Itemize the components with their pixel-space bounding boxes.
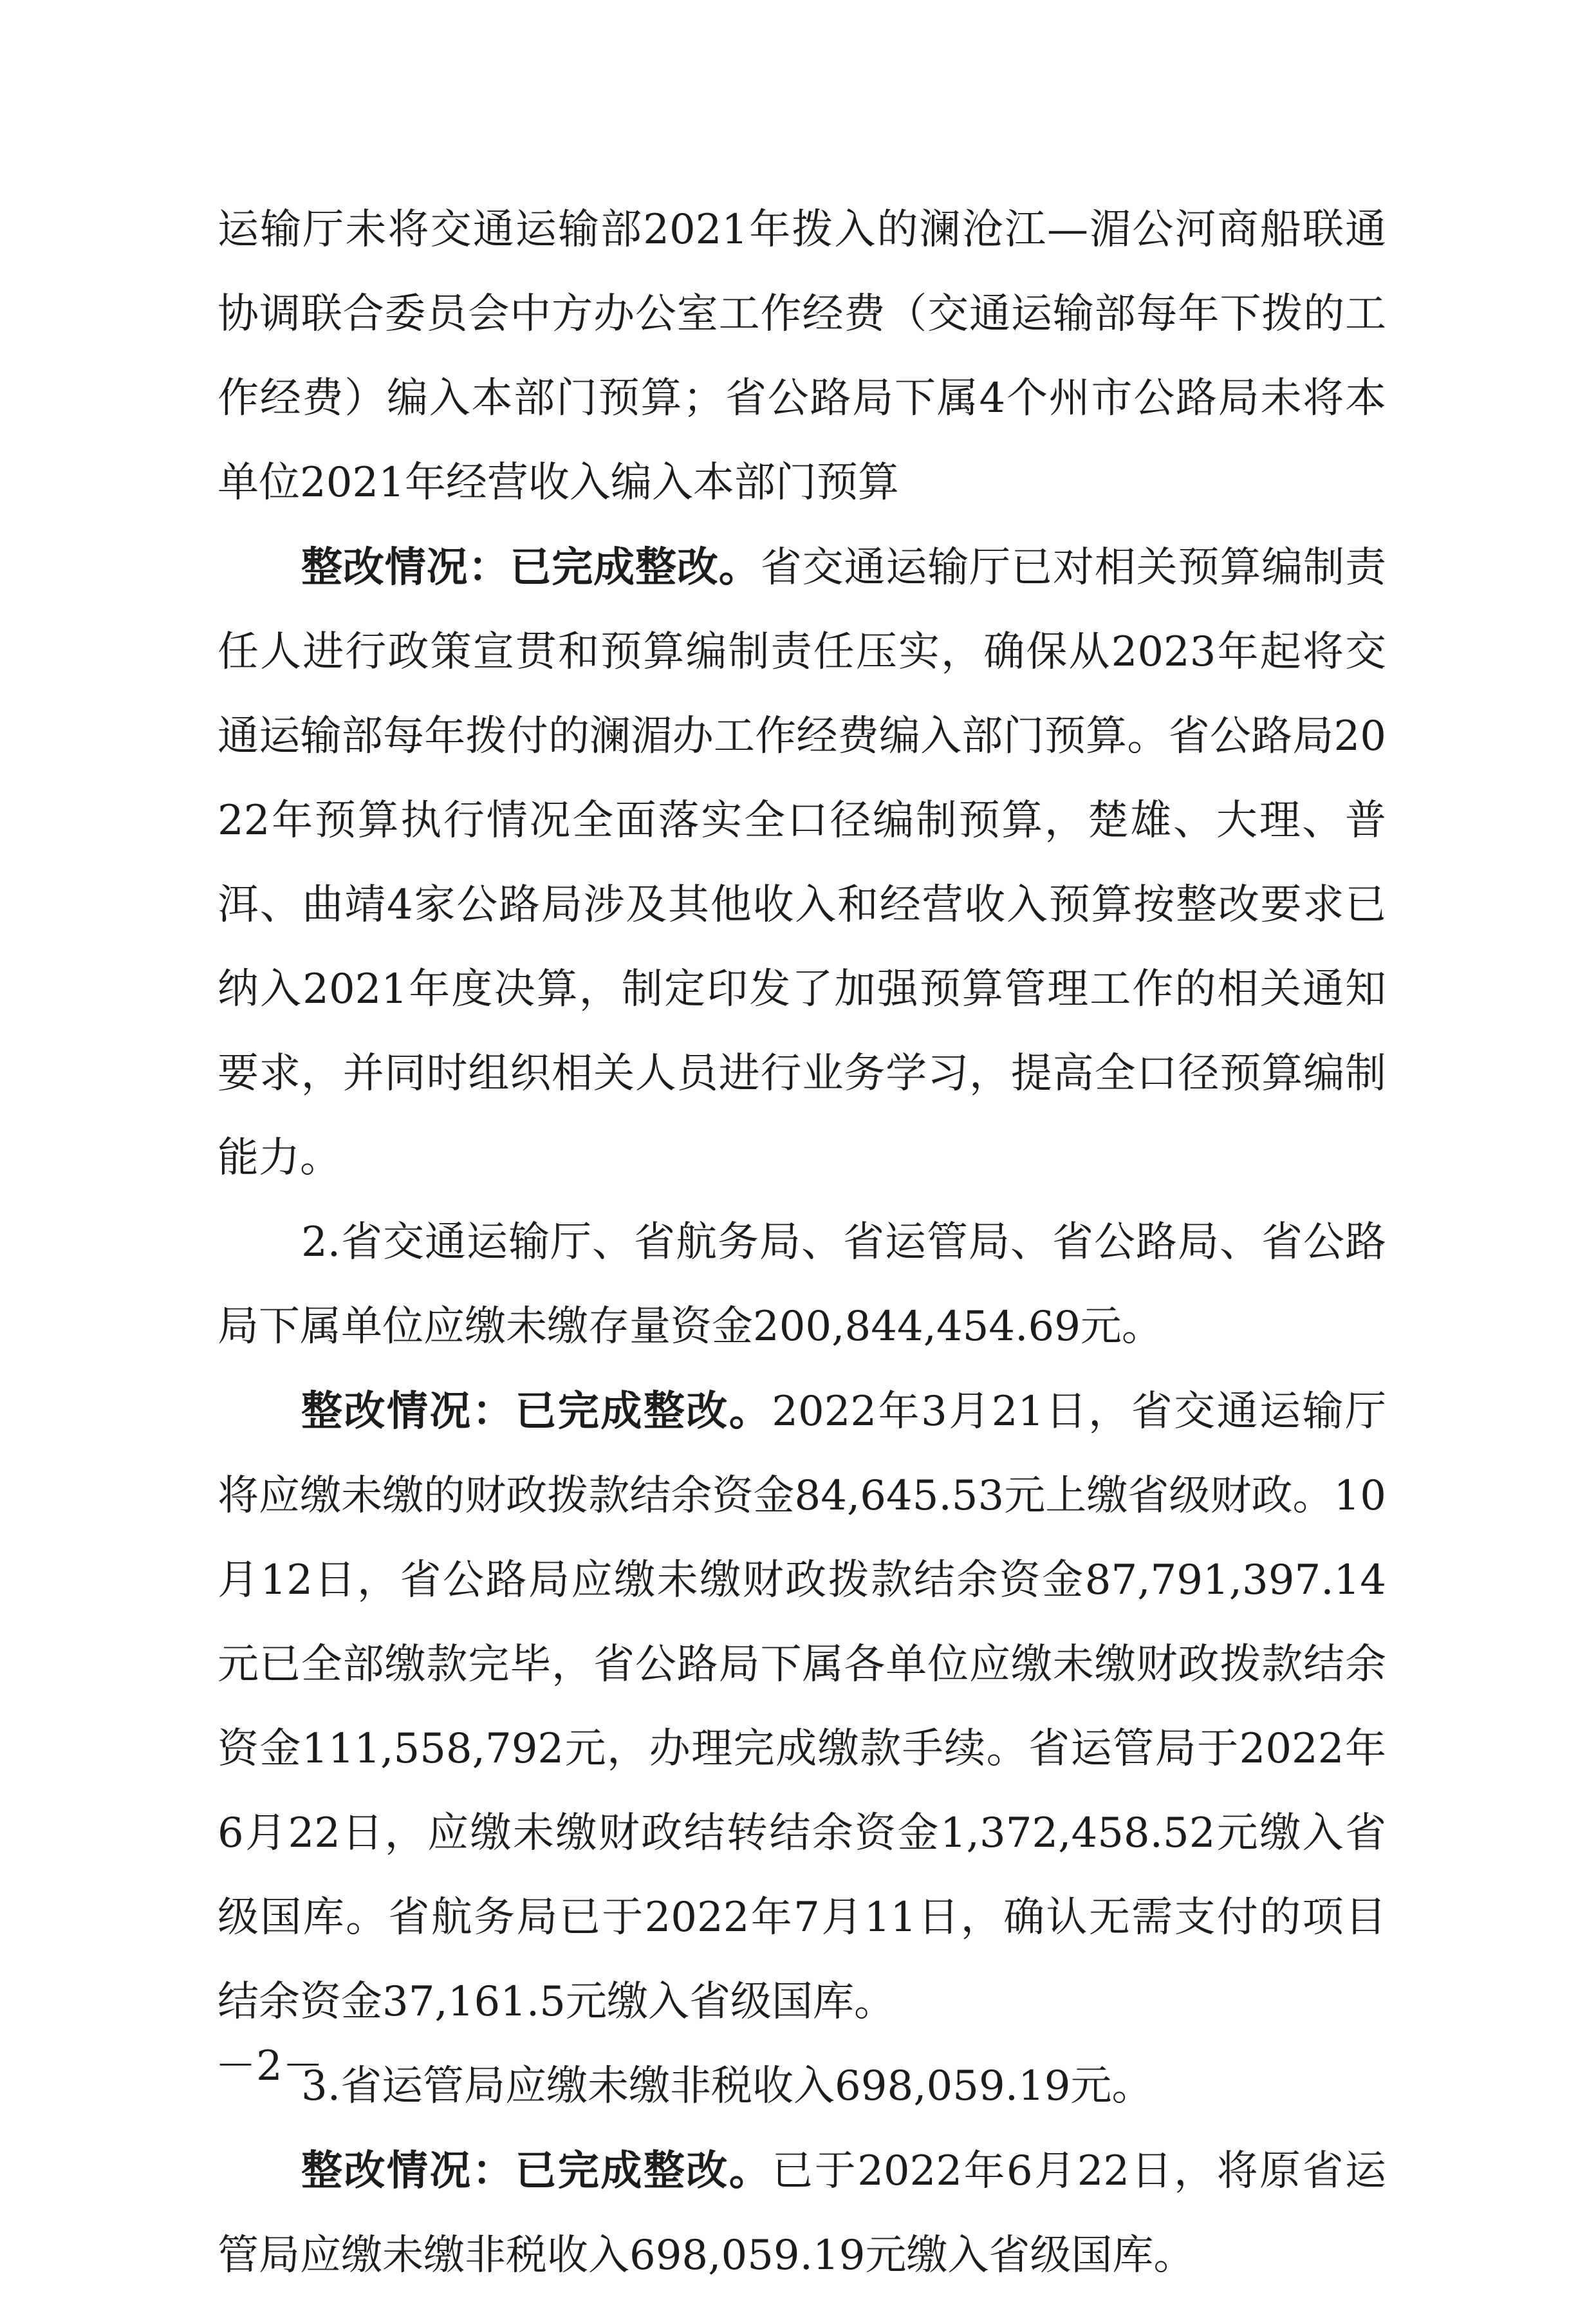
paragraph-item-2 [218, 1200, 1386, 1369]
paragraph-text: 3.省运管局应缴未缴非税收入698,059.19元。 [301, 2062, 1153, 2110]
paragraph-text: 省交通运输厅已对相关预算编制责任人进行政策宣贯和预算编制责任压实，确保从2023年起将交通运输部每年拨付的澜湄办工作经费编入部门预算。省公路局2022年预算执行情况全面落实全口径编制预算，楚雄、大理、普洱、曲靖4家公路局涉及其他收入和经营收入预算按整改要求已纳入2021年度决算，制定印发了加强预算管理工作的相关通知要求，并同时组织相关人员进行业务学习，提高全口径预算编制能力。 [218, 544, 1387, 1182]
document-body [218, 188, 1386, 2298]
paragraph-text: 运输厅未将交通运输部2021年拨入的澜沧江—湄公河商船联通协调联合委员会中方办公室工作经费（交通运输部每年下拨的工作经费）编入本部门预算；省公路局下属4个州市公路局未将本单位2021年经营收入编入本部门预算 [218, 206, 1386, 507]
rectification-status-label: 整改情况：已完成整改。 [301, 2147, 772, 2195]
paragraph-item-3 [218, 2044, 1386, 2129]
rectification-status-label: 整改情况：已完成整改。 [301, 543, 761, 592]
paragraph-rectification-1 [218, 525, 1386, 1200]
rectification-status-label: 整改情况：已完成整改。 [301, 1387, 772, 1435]
paragraph-text: 2022年3月21日，省交通运输厅将应缴未缴的财政拨款结余资金84,645.53元上缴省级财政。10月12日，省公路局应缴未缴财政拨款结余资金87,791,397.14元已全部缴款完毕，省公路局下属各单位应缴未缴财政拨款结余资金111,558,792元，办理完成缴款手续。省运管局于2022年6月22日，应缴未缴财政结转结余资金1,372,458.52元缴入省级国库。省航务局已于2022年7月11日，确认无需支付的项目结余资金37,161.5元缴入省级国库。 [218, 1388, 1387, 2026]
paragraph-continuation [218, 188, 1386, 525]
paragraph-text: 已于2022年6月22日，将原省运管局应缴未缴非税收入698,059.19元缴入省级国库。 [218, 2147, 1387, 2279]
page-number: －2－ [215, 2042, 324, 2090]
paragraph-rectification-3 [218, 2129, 1386, 2298]
paragraph-rectification-2 [218, 1369, 1386, 2044]
paragraph-text: 2.省交通运输厅、省航务局、省运管局、省公路局、省公路局下属单位应缴未缴存量资金200,844,454.69元。 [218, 1219, 1386, 1350]
